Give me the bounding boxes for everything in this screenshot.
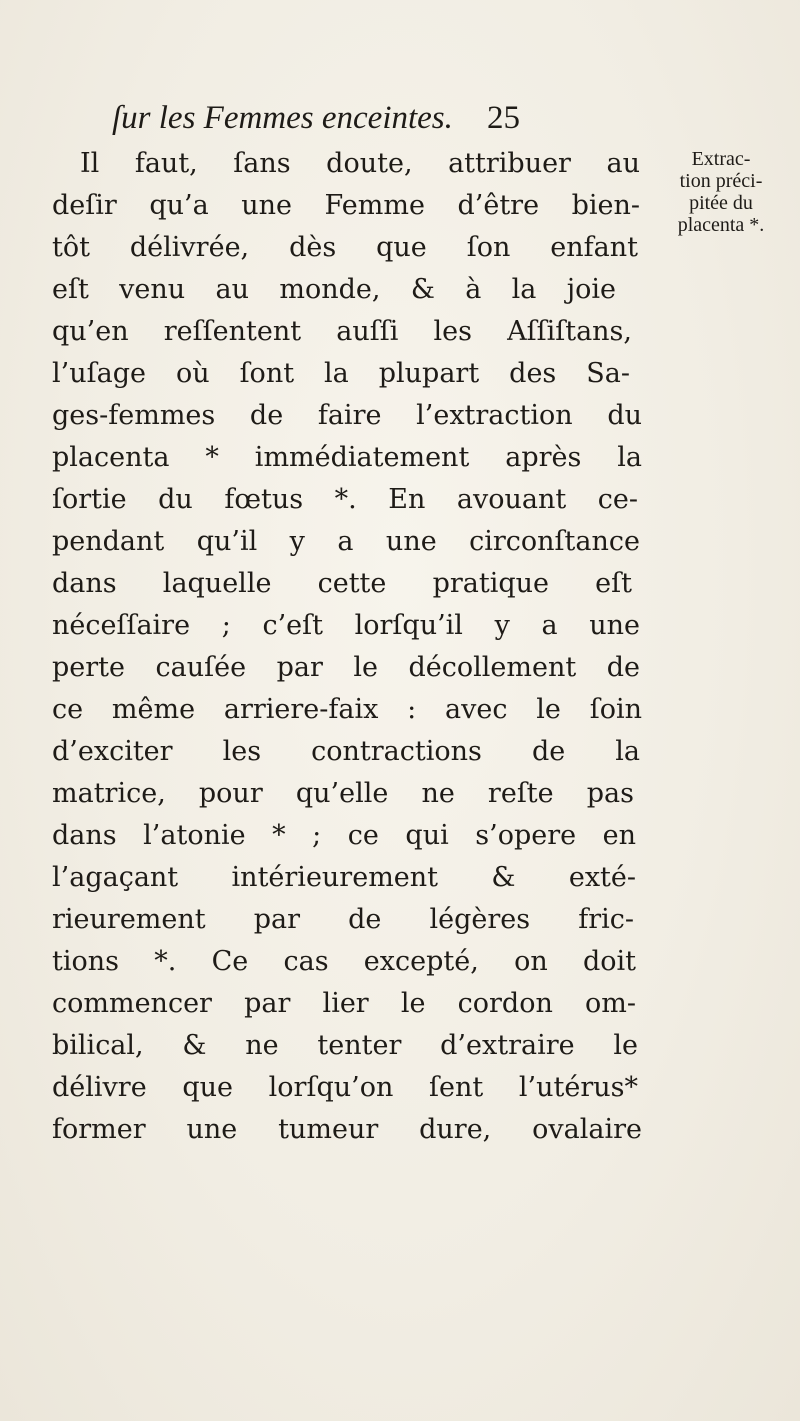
text-line: qu’en reſſentent auſſi les Aſſiſtans, (52, 316, 632, 347)
margin-note-line: pitée du (689, 192, 753, 214)
margin-note-line: placenta *. (677, 214, 765, 236)
text-line: commencer par lier le cordon om- (52, 988, 636, 1019)
text-line: rieurement par de légères fric- (52, 904, 634, 935)
margin-note (646, 148, 796, 236)
text-line: pendant qu’il y a une circonſtance (52, 526, 640, 557)
text-line: l’agaçant intérieurement & exté- (52, 862, 636, 893)
text-line: d’exciter les contractions de la (52, 736, 640, 767)
text-line: placenta * immédiatement après la (52, 442, 642, 473)
text-line: ſortie du fœtus *. En avouant ce- (52, 484, 638, 515)
margin-note-line: Extrac- (691, 148, 751, 170)
text-line: dans l’atonie * ; ce qui s’opere en (52, 820, 636, 851)
running-head (112, 96, 632, 140)
text-line: perte cauſée par le décollement de (52, 652, 640, 683)
text-line: deſir qu’a une Femme d’être bien- (52, 190, 640, 221)
text-line: tôt délivrée, dès que ſon enfant (52, 232, 638, 263)
text-line: ce même arriere-faix : avec le ſoin (52, 694, 642, 725)
page-number: 25 (487, 100, 520, 136)
running-head-title: ſur les Femmes enceintes. (112, 100, 453, 136)
text-line: l’uſage où ſont la plupart des Sa- (52, 358, 630, 389)
text-line: dans laquelle cette pratique eſt (52, 568, 632, 599)
text-line: Il faut, ſans doute, attribuer au (80, 148, 640, 179)
text-line: matrice, pour qu’elle ne reſte pas (52, 778, 634, 809)
text-line: eſt venu au monde, & à la joie (52, 274, 616, 305)
text-line: tions *. Ce cas excepté, on doit (52, 946, 636, 977)
text-line: ges-femmes de faire l’extraction du (52, 400, 642, 431)
text-line: former une tumeur dure, ovalaire (52, 1114, 642, 1145)
margin-note-line: tion préci- (679, 170, 763, 192)
text-line: néceſſaire ; c’eſt lorſqu’il y a une (52, 610, 640, 641)
text-line: délivre que lorſqu’on ſent l’utérus* (52, 1072, 638, 1103)
text-line: bilical, & ne tenter d’extraire le (52, 1030, 638, 1061)
